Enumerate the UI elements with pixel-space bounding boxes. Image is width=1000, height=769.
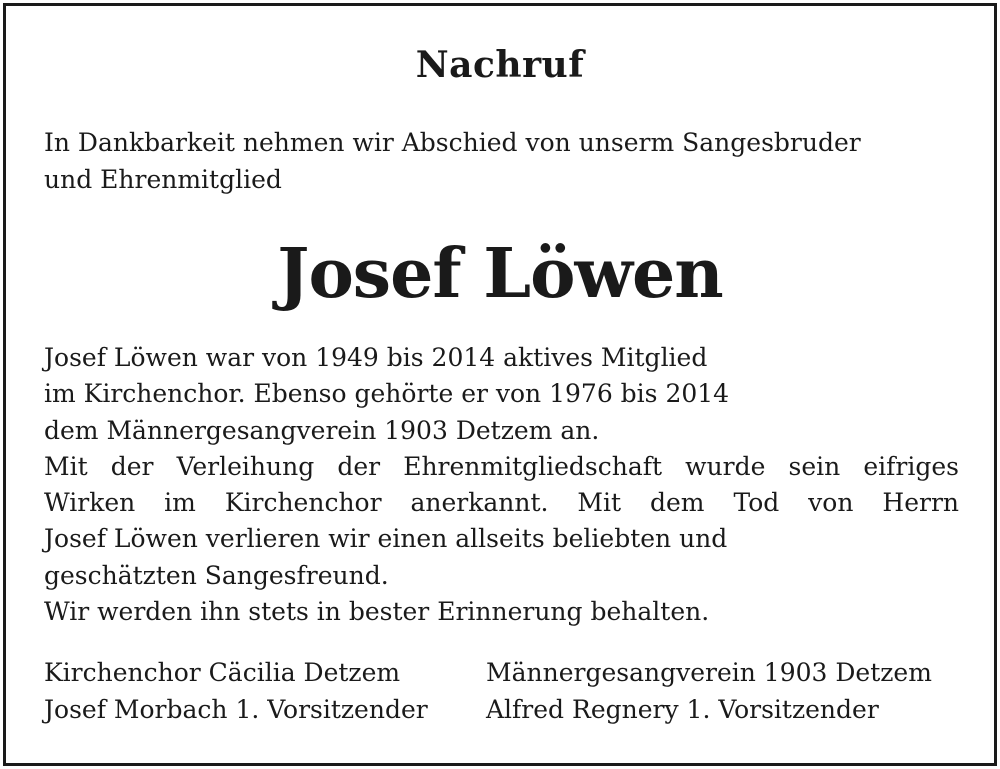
intro-line: und Ehrenmitglied (44, 165, 282, 194)
signature-person: Josef Morbach 1. Vorsitzender (44, 695, 428, 724)
deceased-name: Josef Löwen (277, 234, 723, 314)
signature-organization: Männergesangverein 1903 Detzem (486, 658, 932, 687)
signature-left (44, 654, 428, 728)
tribute-line: Wir werden ihn stets in bester Erinnerung behalten. (44, 597, 710, 627)
tribute-line: Josef Löwen war von 1949 bis 2014 aktives Mitglied (44, 343, 708, 372)
tribute-line: geschätzten Sangesfreund. (44, 560, 389, 590)
tribute-text (44, 340, 974, 630)
tribute-line: Mit der Verleihung der Ehrenmitgliedschaft wurde sein eifriges (44, 451, 959, 481)
signature-organization: Kirchenchor Cäcilia Detzem (44, 658, 401, 687)
intro-line: In Dankbarkeit nehmen wir Abschied von unserm Sangesbruder (44, 128, 861, 157)
notice-heading: Nachruf (415, 44, 585, 86)
tribute-line: Wirken im Kirchenchor anerkannt. Mit dem Tod von Herrn (44, 488, 959, 518)
tribute-line: Josef Löwen verlieren wir einen allseits beliebten und (44, 524, 728, 554)
tribute-line: dem Männergesangverein 1903 Detzem an. (44, 415, 600, 445)
intro-text (44, 124, 974, 198)
tribute-line: im Kirchenchor. Ebenso gehörte er von 1976 bis 2014 (44, 379, 730, 409)
signature-person: Alfred Regnery 1. Vorsitzender (486, 695, 879, 724)
signature-right (486, 654, 932, 728)
